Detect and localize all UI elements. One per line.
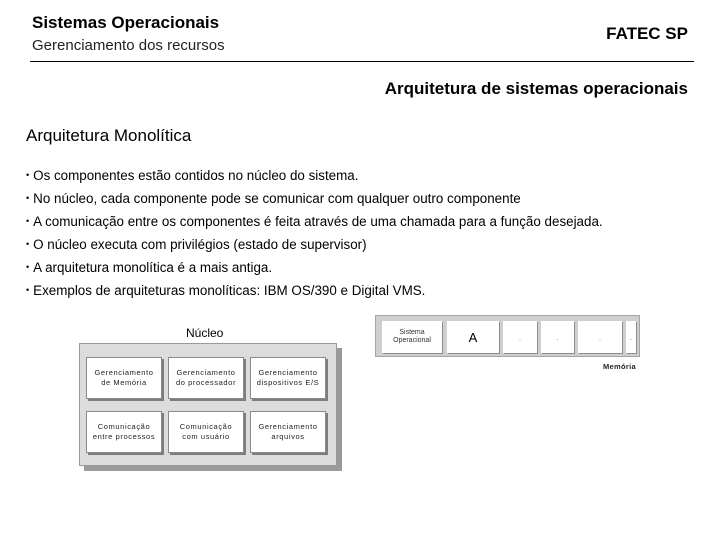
header-divider (30, 61, 694, 62)
bullet-item (26, 279, 603, 302)
bullet-item (26, 233, 603, 256)
bullet-glyph: • (26, 216, 30, 226)
section-title: Arquitetura Monolítica (26, 126, 192, 145)
memoria-slot-empty: . (503, 321, 537, 353)
header-title: Sistemas Operacionais (32, 13, 220, 32)
bullet-item (26, 256, 603, 279)
bullet-text: Os componentes estão contidos no núcleo do sistema. (33, 168, 359, 183)
bullet-text: No núcleo, cada componente pode se comunicar com qualquer outro componente (33, 191, 521, 206)
nucleo-label: Núcleo (186, 326, 224, 340)
nucleo-cell-comunicacao-processos: Comunicação entre processos (86, 411, 162, 453)
memoria-slot-empty: . (578, 321, 622, 353)
bullet-item (26, 210, 603, 233)
bullet-text: A arquitetura monolítica é a mais antiga. (33, 260, 273, 275)
bullet-item (26, 164, 603, 187)
slide-topic: Arquitetura de sistemas operacionais (384, 79, 688, 98)
bullet-text: A comunicação entre os componentes é feita através de uma chamada para a função desejada. (33, 214, 603, 229)
bullet-list (26, 164, 603, 302)
bullet-glyph: • (26, 193, 30, 203)
bullet-glyph: • (26, 285, 30, 295)
bullet-glyph: • (26, 239, 30, 249)
bullet-text: Exemplos de arquiteturas monolíticas: IBM OS/390 e Digital VMS. (33, 283, 426, 298)
bullet-glyph: • (26, 170, 30, 180)
bullet-glyph: • (26, 262, 30, 272)
memoria-label: Memória (603, 362, 636, 371)
memoria-diagram (375, 315, 640, 357)
header-org: FATEC SP (606, 24, 688, 43)
memoria-slot-empty: . (626, 321, 636, 353)
bullet-item (26, 187, 603, 210)
memoria-slot-empty: . (541, 321, 574, 353)
bullet-text: O núcleo executa com privilégios (estado de supervisor) (33, 237, 367, 252)
nucleo-cell-arquivos: Gerenciamento arquivos (250, 411, 326, 453)
memoria-slot-os: Sistema Operacional (382, 321, 442, 353)
nucleo-cell-comunicacao-usuario: Comunicação com usuário (168, 411, 244, 453)
nucleo-cell-memoria: Gerenciamento de Memória (86, 357, 162, 399)
header-subtitle: Gerenciamento dos recursos (32, 37, 225, 54)
nucleo-cell-dispositivos: Gerenciamento dispositivos E/S (250, 357, 326, 399)
memoria-slot-app: A (447, 321, 499, 353)
nucleo-cell-processador: Gerenciamento do processador (168, 357, 244, 399)
nucleo-diagram (79, 343, 337, 466)
